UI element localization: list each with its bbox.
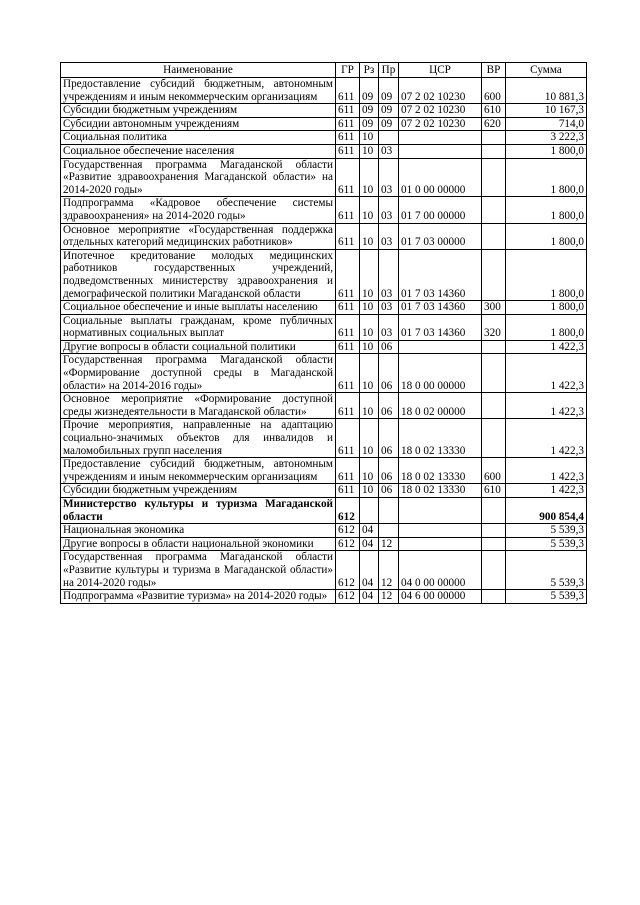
cell-pr: 09 [379,104,399,118]
cell-vr [482,249,506,300]
cell-rz: 09 [360,104,379,118]
cell-pr: 03 [379,144,399,158]
cell-vr [482,393,506,419]
cell-sum: 1 422,3 [506,458,587,484]
cell-rz: 10 [360,354,379,393]
cell-rz: 10 [360,340,379,354]
header-gr: ГР [336,63,360,78]
cell-sum: 1 800,0 [506,249,587,300]
table-row [61,197,587,223]
cell-sum: 1 422,3 [506,393,587,419]
cell-pr: 03 [379,223,399,249]
cell-name: Предоставление субсидий бюджетным, автономным учреждениям и иным некоммерческим организациям [61,458,336,484]
cell-vr [482,551,506,590]
cell-pr: 06 [379,419,399,458]
cell-gr: 611 [336,197,360,223]
cell-vr [482,131,506,145]
cell-gr: 611 [336,223,360,249]
cell-rz: 09 [360,117,379,131]
cell-rz: 10 [360,144,379,158]
table-row [61,301,587,315]
cell-sum: 1 800,0 [506,197,587,223]
cell-csr: 18 0 02 13330 [399,458,482,484]
cell-rz: 10 [360,393,379,419]
cell-sum: 1 422,3 [506,354,587,393]
cell-pr: 03 [379,158,399,197]
cell-pr: 06 [379,393,399,419]
cell-gr: 611 [336,158,360,197]
cell-gr: 611 [336,340,360,354]
cell-sum: 5 539,3 [506,551,587,590]
cell-gr: 611 [336,131,360,145]
cell-name: Субсидии автономным учреждениям [61,117,336,131]
cell-pr: 03 [379,197,399,223]
cell-vr [482,590,506,604]
table-header-row [61,63,587,78]
cell-name: Государственная программа Магаданской области «Развитие здравоохранения Магаданской области» на 2014-2020 годы» [61,158,336,197]
cell-sum: 900 854,4 [506,498,587,524]
cell-rz: 10 [360,197,379,223]
cell-rz: 04 [360,537,379,551]
cell-name: Основное мероприятие «Формирование доступной среды жизнедеятельности в Магаданской области» [61,393,336,419]
cell-rz: 10 [360,158,379,197]
cell-pr: 06 [379,340,399,354]
cell-pr: 06 [379,458,399,484]
cell-csr: 01 7 03 14360 [399,301,482,315]
cell-csr [399,537,482,551]
cell-csr: 18 0 02 13330 [399,484,482,498]
cell-gr: 611 [336,484,360,498]
cell-name: Основное мероприятие «Государственная поддержка отдельных категорий медицинских работников» [61,223,336,249]
cell-csr: 01 0 00 00000 [399,158,482,197]
cell-csr: 01 7 00 00000 [399,197,482,223]
cell-vr: 600 [482,78,506,104]
header-rz: Рз [360,63,379,78]
cell-gr: 612 [336,537,360,551]
cell-pr: 09 [379,117,399,131]
cell-sum: 1 422,3 [506,340,587,354]
table-row [61,144,587,158]
cell-pr: 12 [379,537,399,551]
cell-rz [360,498,379,524]
cell-sum: 5 539,3 [506,524,587,538]
cell-rz: 04 [360,524,379,538]
cell-sum: 1 422,3 [506,419,587,458]
table-body [61,78,587,604]
cell-gr: 611 [336,393,360,419]
cell-vr: 610 [482,484,506,498]
cell-rz: 04 [360,551,379,590]
cell-rz: 10 [360,223,379,249]
table-row [61,104,587,118]
cell-csr [399,340,482,354]
cell-vr [482,340,506,354]
cell-vr [482,144,506,158]
cell-vr [482,524,506,538]
table-row [61,78,587,104]
cell-pr: 03 [379,301,399,315]
cell-vr [482,158,506,197]
cell-rz: 04 [360,590,379,604]
cell-csr [399,144,482,158]
header-name: Наименование [61,63,336,78]
cell-sum: 10 881,3 [506,78,587,104]
cell-sum: 1 422,3 [506,484,587,498]
table-row [61,484,587,498]
cell-pr: 06 [379,354,399,393]
cell-gr: 611 [336,144,360,158]
cell-csr: 18 0 02 00000 [399,393,482,419]
cell-csr: 18 0 02 13330 [399,419,482,458]
table-row [61,590,587,604]
table-row [61,458,587,484]
cell-pr: 03 [379,314,399,340]
cell-csr: 04 0 00 00000 [399,551,482,590]
cell-csr: 04 6 00 00000 [399,590,482,604]
cell-gr: 611 [336,314,360,340]
cell-name: Субсидии бюджетным учреждениям [61,484,336,498]
cell-pr [379,498,399,524]
cell-name: Субсидии бюджетным учреждениям [61,104,336,118]
cell-name: Социальные выплаты гражданам, кроме публичных нормативных социальных выплат [61,314,336,340]
cell-name: Ипотечное кредитование молодых медицинских работников государственных учреждений, подведомственных министерству здравоохранения и демографической политики Магаданской области [61,249,336,300]
cell-name: Государственная программа Магаданской области «Развитие культуры и туризма в Магаданской области» на 2014-2020 годы» [61,551,336,590]
cell-gr: 611 [336,104,360,118]
cell-gr: 612 [336,551,360,590]
cell-vr: 320 [482,314,506,340]
table-row [61,498,587,524]
cell-csr: 01 7 03 00000 [399,223,482,249]
cell-name: Другие вопросы в области национальной экономики [61,537,336,551]
cell-csr: 01 7 03 14360 [399,249,482,300]
cell-csr: 01 7 03 14360 [399,314,482,340]
cell-gr: 611 [336,458,360,484]
cell-rz: 10 [360,249,379,300]
cell-gr: 612 [336,524,360,538]
budget-table [60,62,587,604]
cell-vr: 620 [482,117,506,131]
cell-rz: 10 [360,301,379,315]
cell-vr [482,537,506,551]
header-pr: Пр [379,63,399,78]
cell-name: Социальная политика [61,131,336,145]
table-row [61,524,587,538]
cell-name: Подпрограмма «Кадровое обеспечение системы здравоохранения» на 2014-2020 годы» [61,197,336,223]
table-row [61,551,587,590]
cell-sum: 714,0 [506,117,587,131]
cell-pr: 03 [379,249,399,300]
cell-vr [482,419,506,458]
cell-pr [379,524,399,538]
table-row [61,158,587,197]
cell-gr: 611 [336,354,360,393]
cell-gr: 612 [336,498,360,524]
table-row [61,419,587,458]
cell-pr: 06 [379,484,399,498]
cell-csr: 18 0 00 00000 [399,354,482,393]
table-row [61,537,587,551]
cell-sum: 1 800,0 [506,158,587,197]
header-vr: ВР [482,63,506,78]
cell-pr: 12 [379,551,399,590]
cell-sum: 10 167,3 [506,104,587,118]
table-row [61,354,587,393]
cell-rz: 10 [360,458,379,484]
cell-gr: 612 [336,590,360,604]
cell-vr [482,197,506,223]
cell-gr: 611 [336,249,360,300]
table-row [61,223,587,249]
cell-name: Подпрограмма «Развитие туризма» на 2014-2020 годы» [61,590,336,604]
cell-rz: 10 [360,131,379,145]
cell-rz: 10 [360,484,379,498]
cell-name: Прочие мероприятия, направленные на адаптацию социально-значимых объектов для инвалидов и маломобильных групп населения [61,419,336,458]
cell-csr [399,524,482,538]
cell-gr: 611 [336,117,360,131]
table-row [61,249,587,300]
cell-rz: 10 [360,314,379,340]
cell-vr: 300 [482,301,506,315]
cell-sum: 5 539,3 [506,537,587,551]
table-row [61,393,587,419]
cell-sum: 1 800,0 [506,301,587,315]
cell-vr: 610 [482,104,506,118]
header-sum: Сумма [506,63,587,78]
table-row [61,314,587,340]
table-row [61,117,587,131]
cell-csr: 07 2 02 10230 [399,104,482,118]
cell-csr: 07 2 02 10230 [399,78,482,104]
cell-name: Министерство культуры и туризма Магаданской области [61,498,336,524]
cell-name: Национальная экономика [61,524,336,538]
cell-gr: 611 [336,301,360,315]
document-page [60,62,586,604]
cell-name: Социальное обеспечение и иные выплаты населению [61,301,336,315]
header-csr: ЦСР [399,63,482,78]
cell-sum: 3 222,3 [506,131,587,145]
cell-sum: 1 800,0 [506,314,587,340]
cell-sum: 1 800,0 [506,144,587,158]
cell-vr [482,354,506,393]
cell-pr: 12 [379,590,399,604]
table-row [61,131,587,145]
cell-name: Другие вопросы в области социальной политики [61,340,336,354]
cell-gr: 611 [336,78,360,104]
cell-csr [399,131,482,145]
cell-vr [482,498,506,524]
cell-name: Социальное обеспечение населения [61,144,336,158]
cell-name: Государственная программа Магаданской области «Формирование доступной среды в Магаданской области» на 2014-2016 годы» [61,354,336,393]
cell-csr: 07 2 02 10230 [399,117,482,131]
cell-gr: 611 [336,419,360,458]
cell-vr [482,223,506,249]
cell-rz: 09 [360,78,379,104]
cell-name: Предоставление субсидий бюджетным, автономным учреждениям и иным некоммерческим организациям [61,78,336,104]
cell-sum: 5 539,3 [506,590,587,604]
cell-pr: 09 [379,78,399,104]
cell-pr [379,131,399,145]
cell-sum: 1 800,0 [506,223,587,249]
cell-rz: 10 [360,419,379,458]
cell-csr [399,498,482,524]
table-row [61,340,587,354]
cell-vr: 600 [482,458,506,484]
